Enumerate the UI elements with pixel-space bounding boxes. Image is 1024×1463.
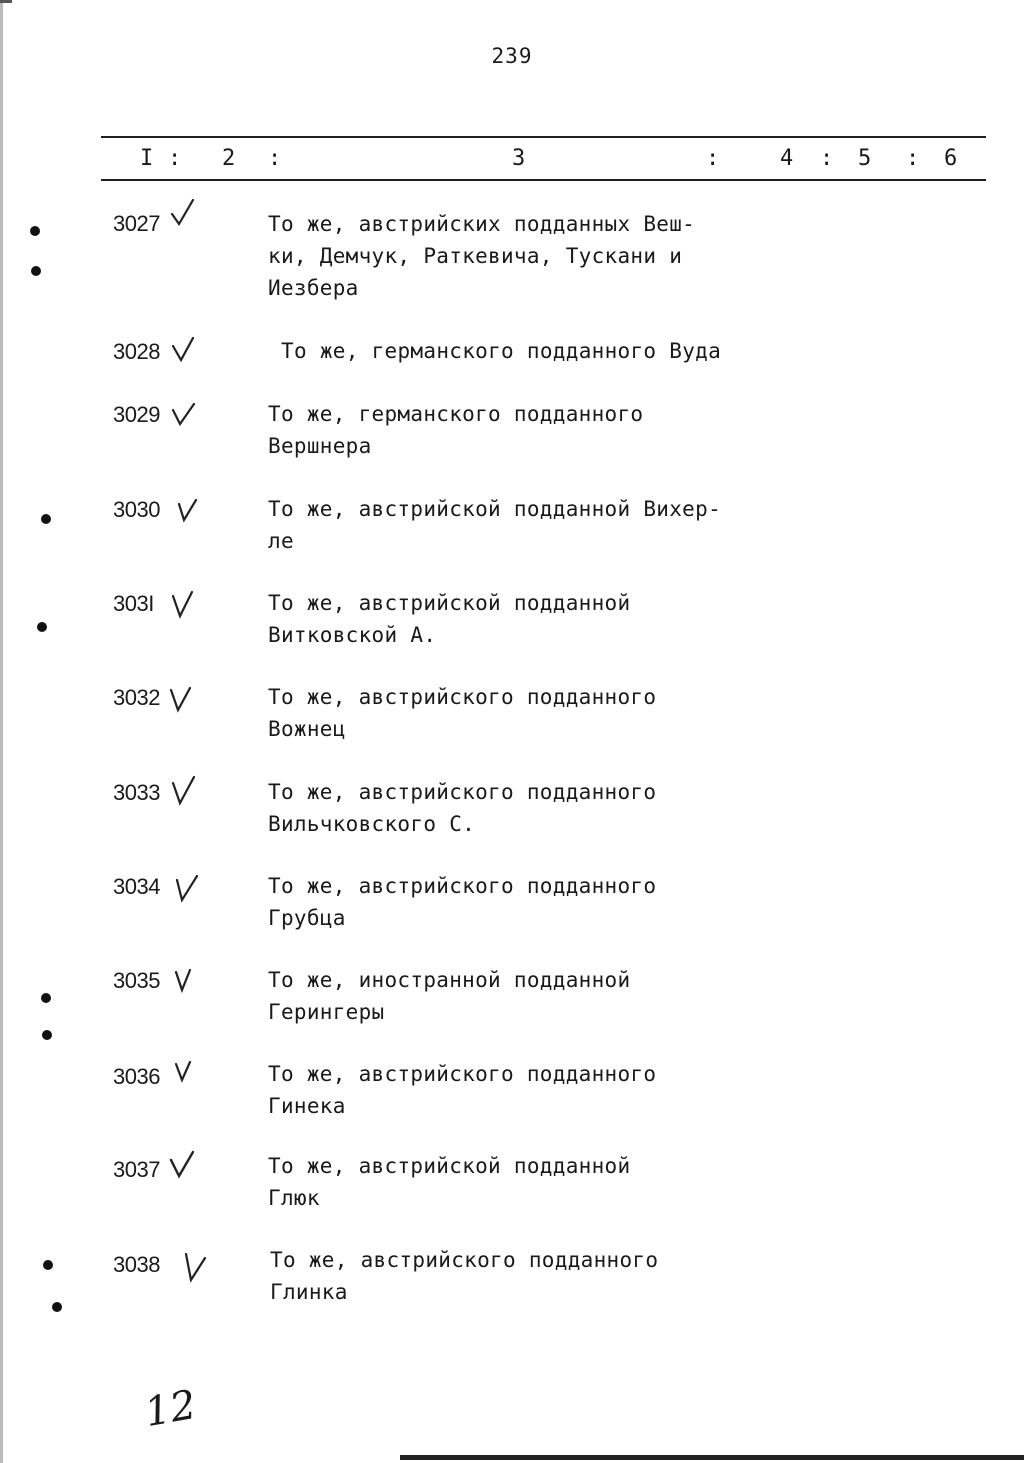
binder-dot: [52, 1302, 62, 1312]
entry-description: То же, австрийского подданного Грубца: [268, 874, 657, 930]
checkmark-icon: [172, 1060, 202, 1090]
entry-description: То же, австрийского подданного Вильчковского С.: [268, 780, 657, 836]
checkmark-icon: [172, 966, 202, 996]
corner-mark: [0, 0, 12, 3]
entry-number: 3037: [113, 1157, 160, 1182]
entry-number: 3033: [113, 780, 160, 805]
entry-description: То же, германского подданного Вершнера: [268, 402, 644, 458]
header-bottom-rule: [101, 179, 986, 181]
entry-number: 3030: [113, 497, 160, 522]
entry-number: 3038: [113, 1252, 160, 1277]
checkmark-icon: [170, 334, 200, 364]
entry-number: 3028: [113, 339, 160, 364]
page-bottom-edge: [400, 1455, 1024, 1460]
entry-description: То же, австрийской подданной Витковской А.: [268, 591, 631, 647]
binder-dot: [31, 266, 41, 276]
checkmark-icon: [173, 872, 203, 902]
column-header-6: 6: [944, 146, 958, 171]
binder-dot: [37, 622, 47, 632]
binder-dot: [30, 226, 40, 236]
entry-description: То же, иностранной подданной Герингеры: [268, 968, 631, 1024]
entry-description: То же, австрийского подданного Глинка: [270, 1248, 659, 1304]
binder-dot: [41, 514, 51, 524]
column-separator: :: [268, 146, 282, 171]
checkmark-icon: [168, 1150, 198, 1180]
entry-description: То же, австрийской подданной Глюк: [268, 1154, 631, 1210]
page-left-edge: [0, 0, 3, 1463]
checkmark-icon: [170, 775, 200, 805]
column-header-2: 2: [222, 146, 236, 171]
entry-number: 3032: [113, 685, 160, 710]
column-header-1: I: [140, 146, 154, 171]
entry-number: 3027: [113, 211, 160, 236]
entry-description: То же, австрийского подданного Гинека: [268, 1062, 657, 1118]
column-header-4: 4: [780, 146, 794, 171]
column-header-5: 5: [858, 146, 872, 171]
column-separator: :: [906, 146, 920, 171]
entry-description: То же, австрийских подданных Веш- ки, Демчук, Раткевича, Тускани и Иезбера: [268, 212, 696, 300]
column-separator: :: [820, 146, 834, 171]
page-number: 239: [491, 44, 533, 68]
checkmark-icon: [170, 588, 200, 618]
checkmark-icon: [176, 494, 206, 524]
column-separator: :: [168, 146, 182, 171]
header-top-rule: [101, 136, 986, 138]
entry-number: 3029: [113, 402, 160, 427]
checkmark-icon: [170, 398, 200, 428]
entry-number: 3034: [113, 874, 160, 899]
binder-dot: [42, 1030, 52, 1040]
column-header-3: 3: [512, 146, 526, 171]
handwritten-signature: 12: [141, 1381, 200, 1437]
binder-dot: [43, 1260, 53, 1270]
column-separator: :: [706, 146, 720, 171]
entry-description: То же, австрийского подданного Вожнец: [268, 685, 657, 741]
entry-description: То же, австрийской подданной Вихер- ле: [268, 497, 722, 553]
checkmark-icon: [168, 682, 198, 712]
entry-number: 3036: [113, 1064, 160, 1089]
checkmark-icon: [183, 1252, 213, 1282]
entry-number: 3035: [113, 968, 160, 993]
entry-description: То же, германского подданного Вуда: [281, 339, 722, 363]
entry-number: 303I: [113, 591, 154, 616]
binder-dot: [41, 993, 51, 1003]
checkmark-icon: [168, 198, 198, 228]
